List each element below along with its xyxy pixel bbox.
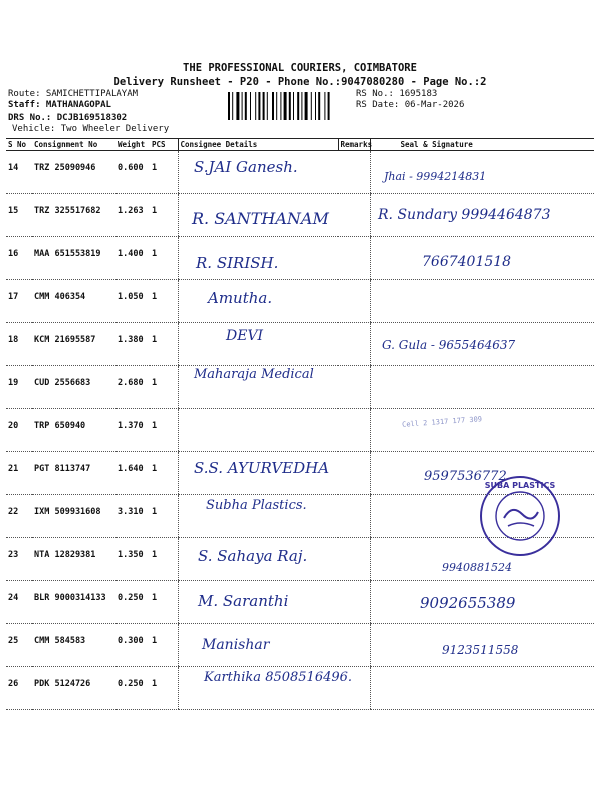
row-pcs xyxy=(150,624,178,667)
col-remarks: Remarks xyxy=(338,139,370,151)
signature-handwriting: Jhai - 9994214831 xyxy=(384,170,487,183)
row-consignment-text: PDK 5124726 xyxy=(34,679,91,689)
row-pcs xyxy=(150,194,178,237)
row-pcs-text: 1 xyxy=(152,507,158,517)
row-consignment xyxy=(32,280,116,323)
row-consignment xyxy=(32,366,116,409)
row-weight-text: 1.640 xyxy=(118,464,144,474)
row-seal xyxy=(370,409,594,452)
consignee-handwriting: S. Sahaya Raj. xyxy=(198,547,308,565)
row-sno-text: 14 xyxy=(8,163,19,173)
row-weight-text: 1.400 xyxy=(118,249,144,259)
row-weight-text: 0.250 xyxy=(118,593,144,603)
col-sno: S No xyxy=(6,139,32,151)
row-weight-text: 0.300 xyxy=(118,636,144,646)
col-weight: Weight xyxy=(116,139,150,151)
row-weight-text: 0.600 xyxy=(118,163,144,173)
row-sno xyxy=(6,452,32,495)
row-pcs xyxy=(150,495,178,538)
row-consignment xyxy=(32,237,116,280)
signature-handwriting: G. Gula - 9655464637 xyxy=(382,338,516,352)
row-weight-text: 3.310 xyxy=(118,507,144,517)
row-weight xyxy=(116,280,150,323)
row-remarks xyxy=(338,452,370,495)
row-sno xyxy=(6,366,32,409)
row-pcs-text: 1 xyxy=(152,378,158,388)
row-pcs-text: 1 xyxy=(152,206,158,216)
consignee-handwriting: M. Saranthi xyxy=(198,592,289,610)
row-remarks xyxy=(338,624,370,667)
signature-handwriting: 9092655389 xyxy=(420,594,516,612)
row-sno-text: 20 xyxy=(8,421,19,431)
row-remarks xyxy=(338,366,370,409)
signature-handwriting: 9123511558 xyxy=(442,643,519,657)
runsheet-subtitle: Delivery Runsheet - P20 - Phone No.:9047080280 - Page No.:2 xyxy=(113,76,487,88)
row-sno-text: 22 xyxy=(8,507,19,517)
signature-handwriting: R. Sundary 9994464873 xyxy=(378,207,551,223)
row-consignment xyxy=(32,624,116,667)
col-pcs: PCS xyxy=(150,139,178,151)
row-pcs-text: 1 xyxy=(152,679,158,689)
row-seal xyxy=(370,366,594,409)
row-pcs-text: 1 xyxy=(152,292,158,302)
consignee-handwriting: Maharaja Medical xyxy=(194,367,314,382)
barcode xyxy=(228,92,352,120)
row-weight-text: 0.250 xyxy=(118,679,144,689)
table-row xyxy=(6,280,594,323)
row-remarks xyxy=(338,409,370,452)
row-pcs xyxy=(150,538,178,581)
row-pcs xyxy=(150,581,178,624)
row-seal xyxy=(370,667,594,710)
row-pcs xyxy=(150,409,178,452)
row-sno xyxy=(6,237,32,280)
row-weight-text: 1.050 xyxy=(118,292,144,302)
row-sno xyxy=(6,667,32,710)
row-weight xyxy=(116,237,150,280)
row-weight xyxy=(116,194,150,237)
row-weight xyxy=(116,624,150,667)
row-weight xyxy=(116,452,150,495)
staff-label: Staff: MATHANAGOPAL xyxy=(8,100,111,110)
row-remarks xyxy=(338,495,370,538)
row-consignment-text: CUD 2556683 xyxy=(34,378,91,388)
row-pcs xyxy=(150,323,178,366)
row-consignment xyxy=(32,581,116,624)
row-consignment-text: TRZ 25090946 xyxy=(34,163,96,173)
row-pcs xyxy=(150,237,178,280)
row-remarks xyxy=(338,581,370,624)
row-consignment-text: BLR 9000314133 xyxy=(34,593,106,603)
row-sno-text: 19 xyxy=(8,378,19,388)
row-sno-text: 16 xyxy=(8,249,19,259)
consignee-handwriting: S.S. AYURVEDHA xyxy=(194,459,330,477)
col-consignee: Consignee Details xyxy=(178,139,338,151)
table-header xyxy=(6,139,594,151)
row-sno xyxy=(6,538,32,581)
signature-handwriting: 9597536772 xyxy=(424,469,507,484)
row-sno-text: 24 xyxy=(8,593,19,603)
row-pcs-text: 1 xyxy=(152,593,158,603)
row-consignment-text: MAA 651553819 xyxy=(34,249,101,259)
row-sno-text: 23 xyxy=(8,550,19,560)
table-row xyxy=(6,409,594,452)
row-sno xyxy=(6,409,32,452)
row-remarks xyxy=(338,280,370,323)
row-sno xyxy=(6,151,32,194)
consignee-handwriting: R. SANTHANAM xyxy=(192,209,329,228)
row-consignee xyxy=(178,409,338,452)
row-pcs xyxy=(150,452,178,495)
row-consignment xyxy=(32,452,116,495)
row-consignment xyxy=(32,194,116,237)
row-consignment xyxy=(32,667,116,710)
row-pcs-text: 1 xyxy=(152,163,158,173)
row-sno xyxy=(6,495,32,538)
consignee-handwriting: Subha Plastics. xyxy=(206,498,307,513)
stamp-text: SUBA PLASTICS xyxy=(484,481,556,490)
table-row xyxy=(6,151,594,194)
row-weight xyxy=(116,409,150,452)
vehicle-label: Vehicle: Two Wheeler Delivery xyxy=(12,124,170,134)
row-consignment-text: TRP 650940 xyxy=(34,421,86,431)
row-weight xyxy=(116,151,150,194)
consignee-handwriting: Amutha. xyxy=(208,289,273,307)
company-title: THE PROFESSIONAL COURIERS, COIMBATORE xyxy=(183,62,417,74)
row-consignment xyxy=(32,323,116,366)
row-sno-text: 17 xyxy=(8,292,19,302)
row-pcs-text: 1 xyxy=(152,249,158,259)
row-consignment-text: KCM 21695587 xyxy=(34,335,96,345)
row-remarks xyxy=(338,237,370,280)
row-consignment xyxy=(32,151,116,194)
consignee-handwriting: Manishar xyxy=(202,637,270,653)
row-remarks xyxy=(338,323,370,366)
row-pcs-text: 1 xyxy=(152,636,158,646)
row-consignment xyxy=(32,495,116,538)
row-pcs-text: 1 xyxy=(152,421,158,431)
row-seal xyxy=(370,280,594,323)
row-sno-text: 25 xyxy=(8,636,19,646)
row-sno xyxy=(6,280,32,323)
row-weight-text: 2.680 xyxy=(118,378,144,388)
signature-handwriting: 9940881524 xyxy=(442,561,512,574)
row-pcs-text: 1 xyxy=(152,335,158,345)
row-sno-text: 15 xyxy=(8,206,19,216)
row-pcs-text: 1 xyxy=(152,550,158,560)
rs-date: RS Date: 06-Mar-2026 xyxy=(356,100,465,110)
row-consignment xyxy=(32,538,116,581)
company-stamp xyxy=(478,474,562,558)
consignee-handwriting: S.JAI Ganesh. xyxy=(194,158,298,176)
row-weight-text: 1.380 xyxy=(118,335,144,345)
rs-number: RS No.: 1695183 xyxy=(356,89,438,99)
row-weight xyxy=(116,538,150,581)
row-consignment-text: NTA 12829381 xyxy=(34,550,96,560)
row-weight xyxy=(116,323,150,366)
row-sno xyxy=(6,194,32,237)
col-consignment: Consignment No xyxy=(32,139,116,151)
consignee-handwriting: Karthika 8508516496. xyxy=(204,670,353,685)
row-weight xyxy=(116,581,150,624)
row-weight xyxy=(116,495,150,538)
row-weight-text: 1.350 xyxy=(118,550,144,560)
route-label: Route: SAMICHETTIPALAYAM xyxy=(8,89,139,99)
row-consignment-text: IXM 509931608 xyxy=(34,507,101,517)
consignee-handwriting: DEVI xyxy=(226,328,264,344)
row-weight xyxy=(116,667,150,710)
row-remarks xyxy=(338,194,370,237)
row-consignment-text: PGT 8113747 xyxy=(34,464,91,474)
row-pcs-text: 1 xyxy=(152,464,158,474)
signature-handwriting: 7667401518 xyxy=(422,254,512,270)
row-weight xyxy=(116,366,150,409)
row-sno-text: 18 xyxy=(8,335,19,345)
drs-number: DRS No.: DCJB169518302 xyxy=(8,113,128,123)
row-pcs xyxy=(150,151,178,194)
row-consignment-text: CMM 584583 xyxy=(34,636,86,646)
row-sno-text: 21 xyxy=(8,464,19,474)
row-consignment-text: TRZ 325517682 xyxy=(34,206,101,216)
row-remarks xyxy=(338,151,370,194)
row-weight-text: 1.370 xyxy=(118,421,144,431)
row-remarks xyxy=(338,538,370,581)
row-sno xyxy=(6,323,32,366)
faint-stamp-mark: Cell 2 1317 177 309 xyxy=(401,415,483,429)
row-consignment xyxy=(32,409,116,452)
col-seal: Seal & Signature xyxy=(370,139,594,151)
consignee-handwriting: R. SIRISH. xyxy=(196,254,279,272)
row-sno xyxy=(6,624,32,667)
row-sno-text: 26 xyxy=(8,679,19,689)
row-consignment-text: CMM 406354 xyxy=(34,292,86,302)
row-pcs xyxy=(150,280,178,323)
row-pcs xyxy=(150,366,178,409)
row-weight-text: 1.263 xyxy=(118,206,144,216)
row-sno xyxy=(6,581,32,624)
row-pcs xyxy=(150,667,178,710)
